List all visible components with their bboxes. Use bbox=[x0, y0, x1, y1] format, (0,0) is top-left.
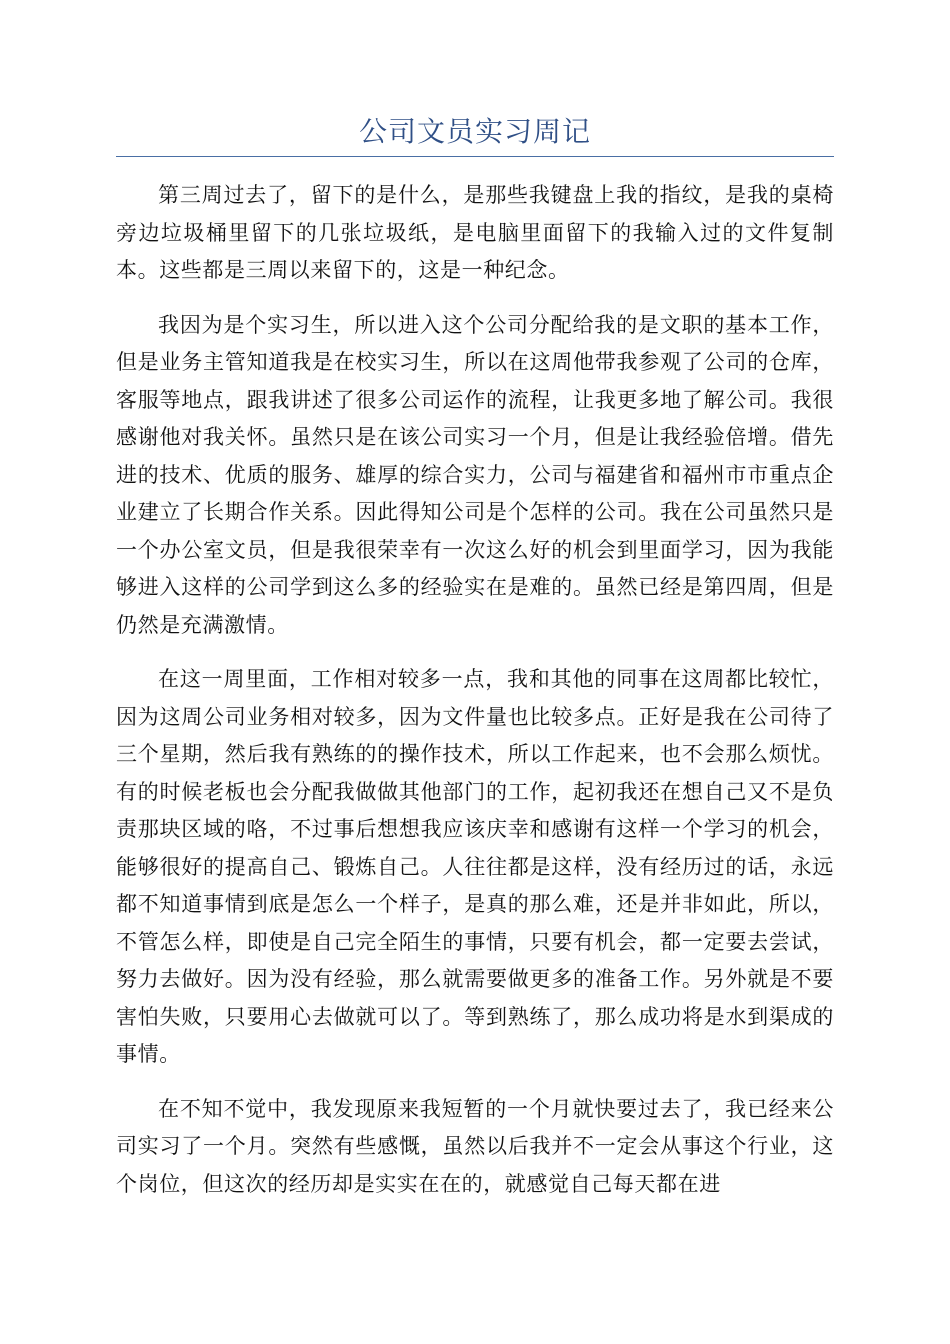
paragraph-2: 我因为是个实习生，所以进入这个公司分配给我的是文职的基本工作，但是业务主管知道我是在校实习生，所以在这周他带我参观了公司的仓库，客服等地点，跟我讲述了很多公司运作的流程，让我更多地了解公司。我很感谢他对我关怀。虽然只是在该公司实习一个月，但是让我经验倍增。借先进的技术、优质的服务、雄厚的综合实力，公司与福建省和福州市市重点企业建立了长期合作关系。因此得知公司是个怎样的公司。我在公司虽然只是一个办公室文员，但是我很荣幸有一次这么好的机会到里面学习，因为我能够进入这样的公司学到这么多的经验实在是难的。虽然已经是第四周，但是仍然是充满激情。 bbox=[116, 312, 834, 637]
paragraph-1: 第三周过去了，留下的是什么，是那些我键盘上我的指纹，是我的桌椅旁边垃圾桶里留下的几张垃圾纸，是电脑里面留下的我输入过的文件复制本。这些都是三周以来留下的，这是一种纪念。 bbox=[116, 183, 834, 282]
document-body bbox=[116, 177, 834, 1220]
paragraph-3: 在这一周里面，工作相对较多一点，我和其他的同事在这周都比较忙，因为这周公司业务相对较多，因为文件量也比较多点。正好是我在公司待了三个星期，然后我有熟练的的操作技术，所以工作起来，也不会那么烦忧。有的时候老板也会分配我做做其他部门的工作，起初我还在想自己又不是负责那块区域的咯，不过事后想想我应该庆幸和感谢有这样一个学习的机会，能够很好的提高自己、锻炼自己。人往往都是这样，没有经历过的话，永远都不知道事情到底是怎么一个样子，是真的那么难，还是并非如此，所以，不管怎么样，即使是自己完全陌生的事情，只要有机会，都一定要去尝试，努力去做好。因为没有经验，那么就需要做更多的准备工作。另外就是不要害怕失败，只要用心去做就可以了。等到熟练了，那么成功将是水到渠成的事情。 bbox=[116, 667, 834, 1066]
document-title: 公司文员实习周记 bbox=[358, 115, 591, 148]
title-section bbox=[116, 112, 834, 157]
paragraph-4: 在不知不觉中，我发现原来我短暂的一个月就快要过去了，我已经来公司实习了一个月。突然有些感慨，虽然以后我并不一定会从事这个行业，这个岗位，但这次的经历却是实实在在的，就感觉自己每天都在进 bbox=[116, 1096, 834, 1196]
